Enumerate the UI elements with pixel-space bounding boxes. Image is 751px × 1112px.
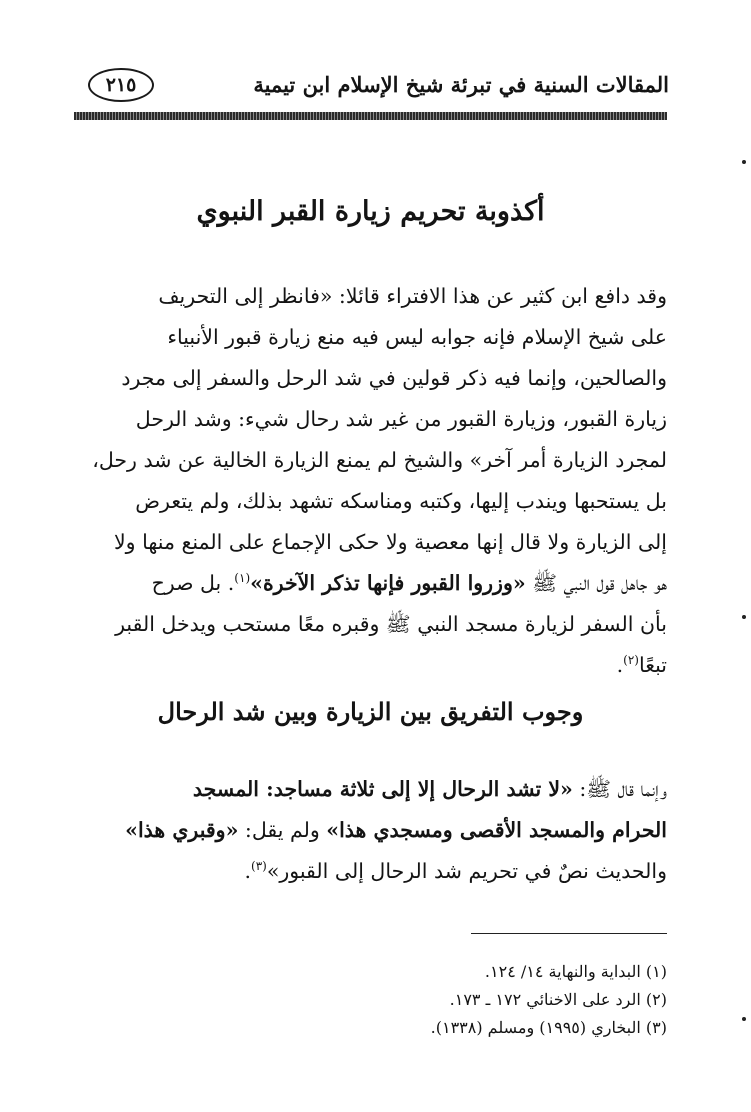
footnote: (٢) الرد على الاخنائي ١٧٢ ـ ١٧٣. (449, 990, 667, 1009)
paragraph-line: بل يستحبها ويندب إليها، وكتبه ومناسكه تشهد بذلك، ولم يتعرض (135, 489, 667, 513)
paragraph-line (74, 810, 667, 851)
footnote-divider (471, 933, 667, 934)
paragraph-line (74, 563, 667, 604)
footnote: (٣) البخاري (١٩٩٥) ومسلم (١٣٣٨). (430, 1018, 667, 1037)
hadith-quote: «وقبري هذا» (125, 818, 239, 842)
line-text: تبعًا (638, 653, 667, 677)
section-heading-1: أكذوبة تحريم زيارة القبر النبوي (196, 196, 545, 227)
line-text: وإنما قال ﷺ: (572, 777, 667, 801)
line-text: . بل صرح (151, 571, 235, 595)
running-header-title: المقالات السنية في تبرئة شيخ الإسلام ابن تيمية (253, 72, 669, 97)
paragraph-line: والصالحين، وإنما فيه ذكر قولين في شد الرحل والسفر إلى مجرد (121, 366, 667, 390)
line-text: والحديث نصٌ في تحريم شد الرحال إلى القبور» (266, 859, 667, 883)
paragraph-line: على شيخ الإسلام فإنه جوابه ليس فيه منع زيارة قبور الأنبياء (167, 325, 667, 349)
section-heading-2: وجوب التفريق بين الزيارة وبين شد الرحال (157, 697, 584, 726)
footnote-ref: (٣) (251, 859, 267, 874)
paragraph-line: لمجرد الزيارة أمر آخر» والشيخ لم يمنع الزيارة الخالية عن شد رحل، (92, 448, 667, 472)
scan-speck (742, 160, 746, 164)
scan-speck (742, 615, 746, 619)
hadith-quote: «لا تشد الرحال إلا إلى ثلاثة مساجد: المسجد (192, 777, 573, 801)
line-text: ولم يقل: (238, 818, 327, 842)
paragraph-line: إلى الزيارة ولا قال إنها معصية ولا حكى الإجماع على المنع منها ولا (113, 530, 667, 554)
footnote: (١) البداية والنهاية ١٤/ ١٢٤. (484, 962, 667, 981)
footnotes (74, 958, 667, 1042)
header-rule (74, 112, 667, 120)
paragraph-line: زيارة القبور، وزيارة القبور من غير شد رحال شيء: وشد الرحل (135, 407, 667, 431)
paragraph-line (74, 851, 667, 892)
paragraph-2 (74, 769, 667, 892)
scan-speck (742, 1017, 746, 1021)
paragraph-line: بأن السفر لزيارة مسجد النبي ﷺ وقبره معًا مستحب ويدخل القبر (115, 612, 667, 636)
hadith-quote: «وزروا القبور فإنها تذكر الآخرة» (250, 571, 526, 595)
footnote-ref: (١) (234, 571, 251, 586)
paragraph-line (74, 769, 667, 810)
line-text: . (244, 859, 252, 883)
page-number-badge: ٢١٥ (88, 68, 154, 102)
paragraph-line: وقد دافع ابن كثير عن هذا الافتراء قائلا: «فانظر إلى التحريف (158, 284, 667, 308)
line-text: . (616, 653, 624, 677)
paragraph-line (74, 645, 667, 686)
line-text: هو جاهل قول النبي ﷺ (525, 571, 667, 595)
paragraph-1 (74, 276, 667, 686)
footnote-ref: (٢) (623, 653, 639, 668)
hadith-quote: الحرام والمسجد الأقصى ومسجدي هذا» (326, 818, 667, 842)
